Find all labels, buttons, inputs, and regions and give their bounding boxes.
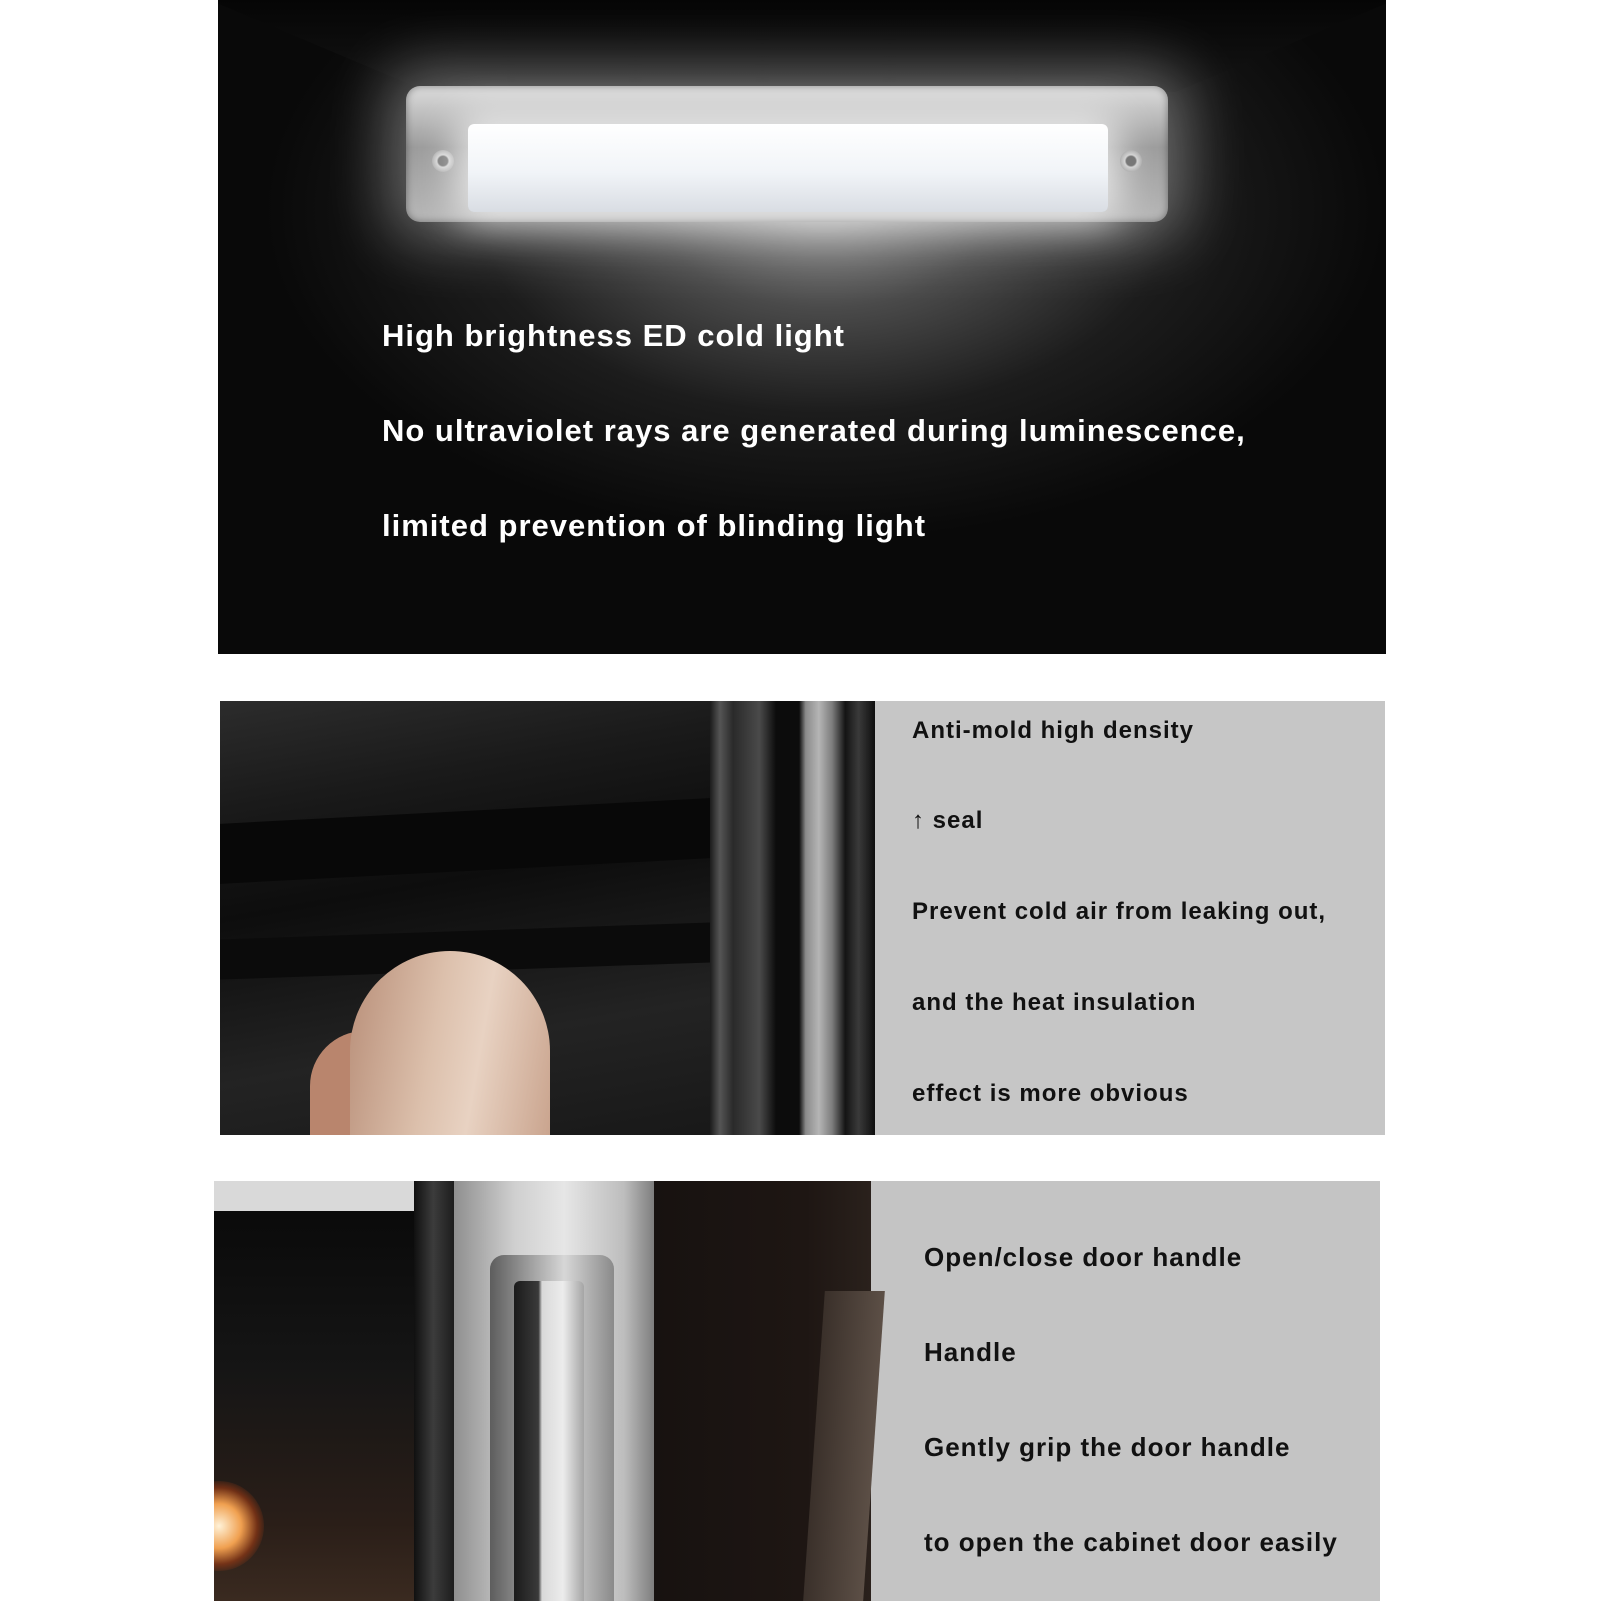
led-caption-line-3: limited prevention of blinding light: [382, 508, 927, 543]
handle-caption-line-1: Open/close door handle: [924, 1242, 1243, 1272]
seal-caption-line-1: Anti-mold high density: [912, 717, 1194, 744]
led-lamp-image: [406, 86, 1168, 222]
lamp-screw-left: [432, 150, 454, 172]
shelf-edge: [220, 798, 710, 884]
seal-panel: [220, 701, 1385, 1135]
thumb: [350, 951, 550, 1135]
cabinet-ceiling: [218, 0, 1386, 92]
led-caption-line-1: High brightness ED cold light: [382, 318, 845, 353]
handle-recess: [514, 1281, 584, 1601]
seal-caption-line-2: ↑ seal: [912, 807, 984, 834]
handle-caption-line-4: to open the cabinet door easily: [924, 1527, 1338, 1557]
background-wall: [214, 1181, 414, 1211]
seal-caption-line-4: and the heat insulation: [912, 989, 1197, 1016]
led-caption-line-2: No ultraviolet rays are generated during luminescence,: [382, 413, 1246, 448]
lamp-lens: [468, 124, 1108, 212]
door-gasket: [710, 701, 875, 1135]
seal-caption-line-5: effect is more obvious: [912, 1080, 1189, 1107]
handle-panel: [214, 1181, 1380, 1601]
handle-caption-line-3: Gently grip the door handle: [924, 1432, 1291, 1462]
handle-caption-line-2: Handle: [924, 1337, 1017, 1367]
led-light-panel: [218, 0, 1386, 654]
lamp-screw-right: [1120, 150, 1142, 172]
seal-photo: [220, 701, 875, 1135]
handle-photo: [214, 1181, 871, 1601]
seal-caption-line-3: Prevent cold air from leaking out,: [912, 898, 1327, 925]
